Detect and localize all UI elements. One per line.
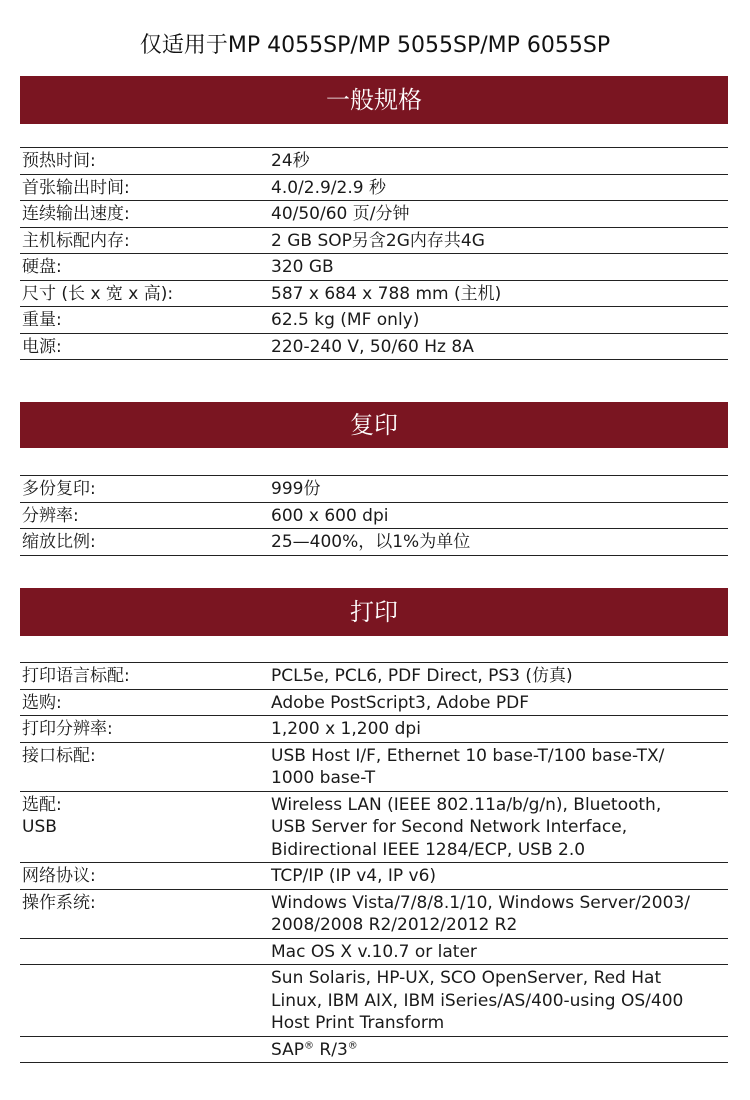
table-row [20,1036,728,1064]
spec-label [20,1039,271,1062]
table-row [20,227,728,254]
table-row [20,147,728,174]
table-row [20,502,728,529]
spec-label: 重量: [22,310,62,330]
spec-label: 接口标配: [22,745,96,766]
registered-mark: ® [347,1039,358,1051]
table-row [20,889,728,938]
table-row [20,791,728,863]
spec-value: PCL5e, PCL6, PDF Direct, PS3 (仿真) [271,666,573,686]
spec-value: 220-240 V, 50/60 Hz 8A [271,336,474,357]
spec-label: 选购: [22,692,62,713]
table-row [20,253,728,280]
table-row [20,280,728,307]
spec-value: 587 x 684 x 788 mm (主机) [271,283,502,304]
spec-value-text: SAP [271,1039,304,1060]
spec-value: 40/50/60 页/分钟 [271,204,410,224]
spec-label: 缩放比例: [22,532,96,552]
section-header-general: 一般规格 [20,76,728,124]
section-header-print: 打印 [20,588,728,636]
table-row [20,528,728,556]
spec-label: 硬盘: [22,257,62,277]
spec-table-copy [20,475,728,556]
table-row [20,475,728,502]
spec-value: 1,200 x 1,200 dpi [271,719,421,739]
spec-value: Sun Solaris, HP-UX, SCO OpenServer, Red Hat Linux, IBM AIX, IBM iSeries/AS/400-using OS/400 Host Print Transform [271,968,684,1033]
table-row [20,938,728,965]
page-title: 仅适用于MP 4055SP/MP 5055SP/MP 6055SP [139,33,611,58]
table-row [20,174,728,201]
spec-label: 电源: [22,336,62,357]
table-row [20,662,728,689]
spec-value [271,1039,728,1062]
registered-mark: ® [304,1039,314,1051]
spec-value: USB Host I/F, Ethernet 10 base-T/100 base-TX/ 1000 base-T [271,745,665,788]
table-row [20,862,728,889]
spec-value: TCP/IP (IP v4, IP v6) [271,866,437,886]
table-row [20,333,728,361]
spec-label [20,967,271,1035]
spec-label: 首张输出时间: [22,177,130,198]
spec-label [20,941,271,964]
table-row [20,715,728,742]
spec-label: 分辨率: [22,505,79,526]
spec-value: 600 x 600 dpi [271,505,389,526]
spec-label: 连续输出速度: [22,204,130,224]
spec-value: Mac OS X v.10.7 or later [271,941,477,962]
spec-value: 25—400%，以1%为单位 [271,532,471,552]
spec-label: 操作系统: [22,892,96,913]
spec-value: 4.0/2.9/2.9 秒 [271,177,386,198]
spec-value: Wireless LAN (IEEE 802.11a/b/g/n), Bluetooth, USB Server for Second Network Interface, Bidirectional IEEE 1284/ECP, USB 2.0 [271,794,662,860]
section-header-copy: 复印 [20,402,728,448]
spec-label [20,794,271,862]
spec-value: 999份 [271,479,321,499]
spec-value: 320 GB [271,257,334,277]
spec-label-line: 选配: [22,794,62,815]
spec-label: 主机标配内存: [22,230,130,251]
spec-label: 预热时间: [22,151,96,171]
spec-label: 尺寸 (长 x 宽 x 高): [22,283,174,304]
spec-value: 24秒 [271,151,310,171]
spec-value: 2 GB SOP另含2G内存共4G [271,230,485,251]
spec-value-text: R/3 [314,1039,348,1060]
spec-value: Windows Vista/7/8/8.1/10, Windows Server/2003/ 2008/2008 R2/2012/2012 R2 [271,892,690,935]
spec-value: 62.5 kg (MF only) [271,310,420,330]
spec-table-print [20,662,728,1063]
spec-table-general [20,147,728,360]
spec-label: 打印语言标配: [22,666,130,686]
spec-label: 多份复印: [22,479,96,499]
table-row [20,689,728,716]
table-row [20,742,728,791]
spec-value: Adobe PostScript3, Adobe PDF [271,692,529,713]
spec-label-line: USB [22,817,57,837]
table-row [20,306,728,333]
spec-label: 打印分辨率: [22,719,113,739]
table-row [20,964,728,1036]
spec-label: 网络协议: [22,866,96,886]
table-row [20,200,728,227]
